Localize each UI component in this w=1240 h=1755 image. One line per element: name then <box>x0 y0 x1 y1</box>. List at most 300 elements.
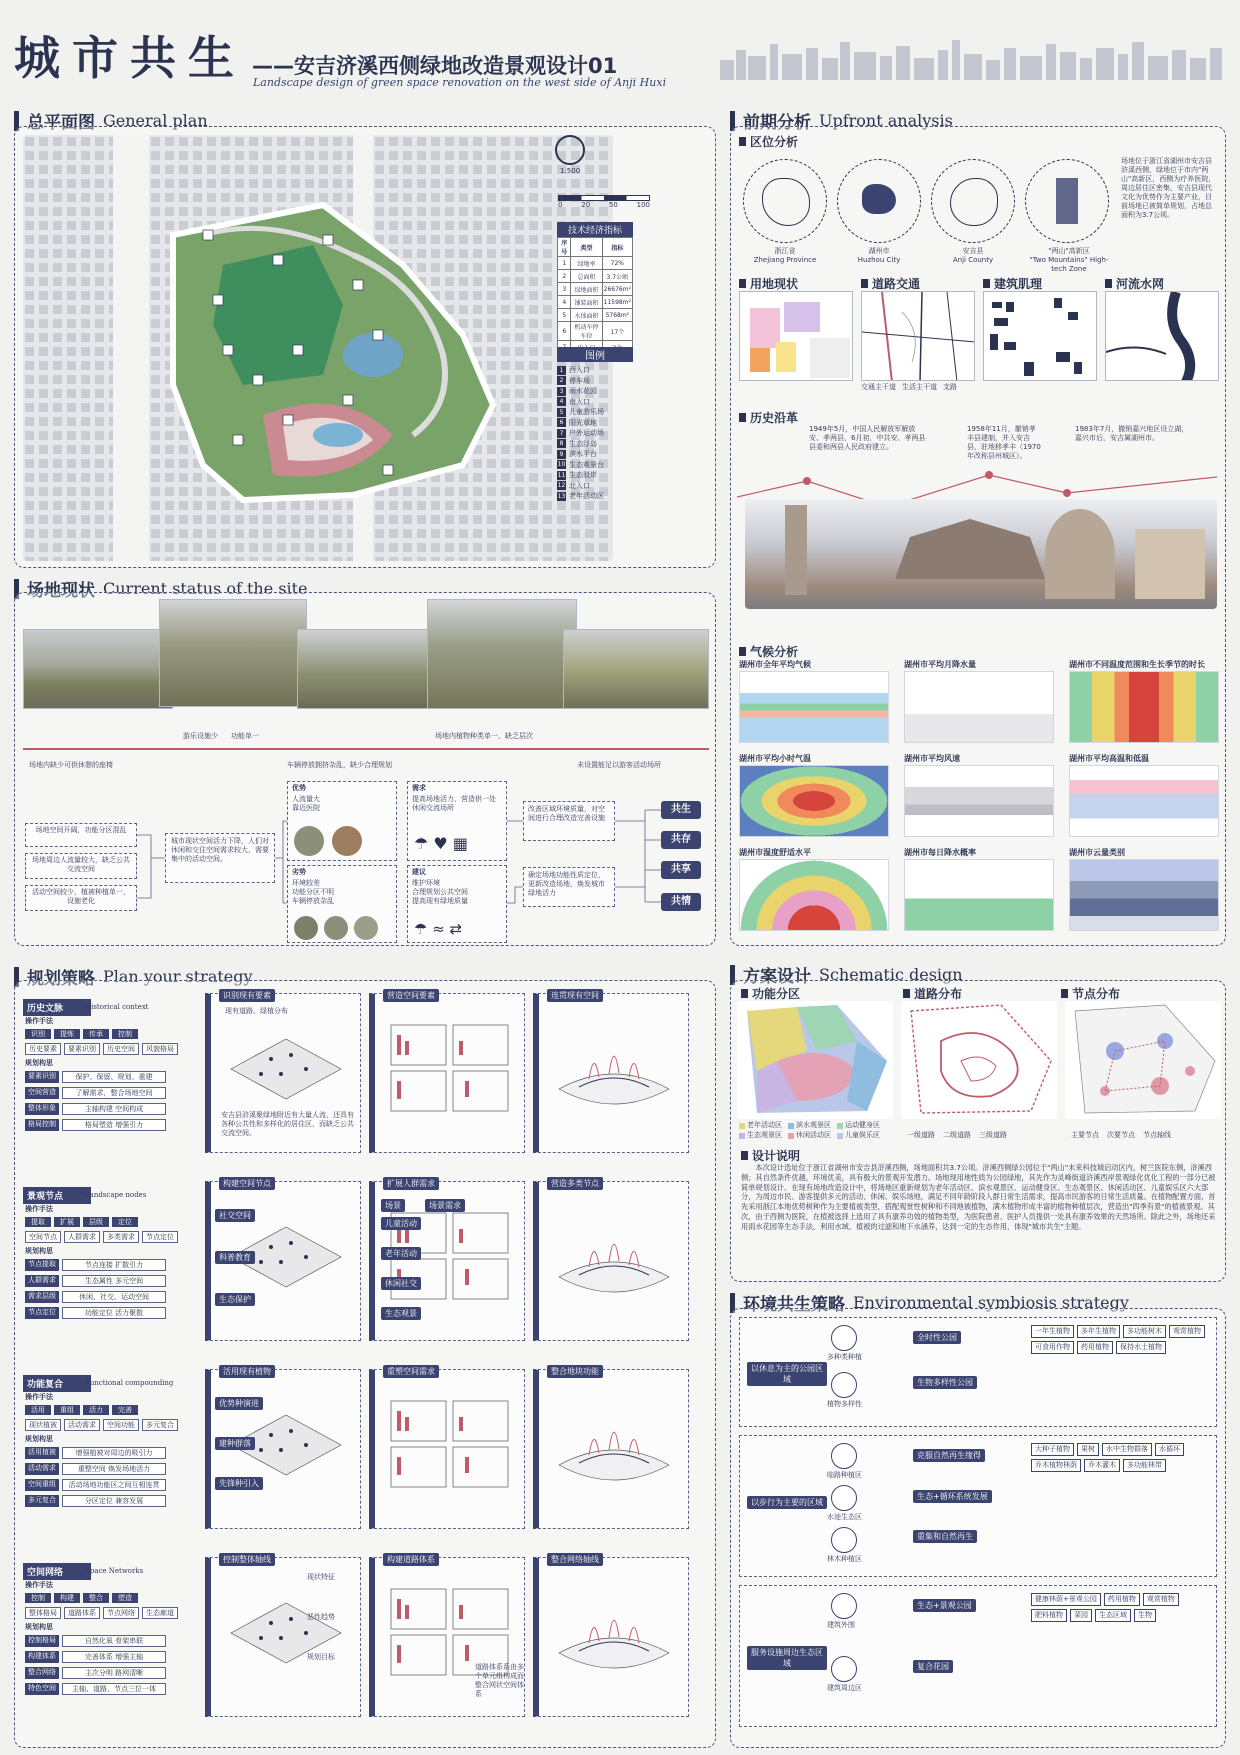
grid-diagram-graphic <box>385 1395 515 1495</box>
tech-table-grid <box>557 237 633 354</box>
tech-table <box>557 222 633 354</box>
title-main: 城市共生 <box>14 31 246 85</box>
location-title: 区位分析 <box>750 135 799 149</box>
func-legend-item <box>788 1131 831 1140</box>
location-en: Zhejiang Province <box>753 256 817 264</box>
env-result: 多功能林带 <box>1123 1459 1166 1472</box>
road-dist-heading <box>903 985 962 1002</box>
tech-table-row <box>558 270 633 283</box>
history-title: 历史沿革 <box>750 411 799 425</box>
general-plan-panel <box>14 126 716 568</box>
env-result: 大种子植物 <box>1031 1443 1074 1456</box>
planning-row <box>25 1683 166 1695</box>
building-map <box>983 291 1097 381</box>
strategy-method-tags <box>25 1593 138 1603</box>
func-legend-item <box>837 1131 880 1140</box>
env-result: 观赏植物 <box>1169 1325 1205 1338</box>
planning-value: 格局塑造 增强引力 <box>62 1119 166 1131</box>
env-result: 菜园 <box>1070 1609 1092 1622</box>
strategy-step-title: 整合地块功能 <box>547 1365 603 1378</box>
location-en: Huzhou City <box>857 256 901 264</box>
city-shape <box>862 184 896 214</box>
map-heading-roads <box>861 275 920 292</box>
legend-label: 老年活动区 <box>569 492 604 501</box>
net-label: 规划目标 <box>307 1653 335 1661</box>
strategy-step-title: 活用现有植物 <box>219 1365 275 1378</box>
scene-label: 儿童活动 <box>381 1217 421 1230</box>
scheme-title-en: Schematic design <box>819 965 963 984</box>
strategy-planning-title: 规划构思 <box>25 1059 53 1067</box>
env-item-icon <box>831 1372 857 1398</box>
location-maps <box>737 151 1117 273</box>
env-result: 保持水土植物 <box>1116 1341 1166 1354</box>
upfront-title-en: Upfront analysis <box>819 111 953 130</box>
general-plan-title-en: General plan <box>103 111 208 130</box>
method-tag: 控制 <box>25 1593 51 1603</box>
env-result: 生物 <box>1134 1609 1156 1622</box>
legend-row <box>557 439 635 450</box>
scheme-title: 方案设计 <box>743 967 811 987</box>
caption-3: 场地内植物种类单一，缺乏层次 <box>435 732 533 740</box>
legend-row <box>557 470 635 481</box>
env-item-label: 水池生态区 <box>827 1513 862 1521</box>
upfront-title: 前期分析 <box>743 113 811 133</box>
climate-charts <box>739 659 1219 941</box>
env-results <box>1031 1443 1211 1472</box>
func-legend <box>739 1121 899 1140</box>
planning-key: 格局控制 <box>25 1119 59 1131</box>
location-label-3 <box>1027 247 1111 274</box>
current-status-title-en: Current status of the site <box>103 579 308 598</box>
demand-icons: ☂ ♥ ▦ <box>414 834 468 853</box>
history-collage <box>745 499 1217 609</box>
legend-row <box>557 386 635 397</box>
landuse-block <box>784 302 820 332</box>
env-link: 生态+循环系统发展 <box>913 1490 992 1503</box>
planning-value: 主轴、道路、节点三位一体 <box>62 1683 166 1695</box>
legend-number: 5 <box>557 408 566 417</box>
strategy-title: 规划策略 <box>27 969 95 989</box>
tech-table-cell: 72% <box>602 257 632 270</box>
sub-heading-marker <box>1061 989 1068 998</box>
legend-number: 4 <box>557 397 566 406</box>
planning-value: 节点连接 扩散引力 <box>62 1259 166 1271</box>
design-desc-text: 本次设计选址位于浙江省湖州市安吉县浒溪西侧，场地面积共3.7公顷。浒溪西侧绿公园位于"两山"未来科技城启动区内，树兰医院东侧，浒溪西侧；其自然条件优越，环境优美，具有极大的景观开发潜力。场地现用地性质为公园绿地，其先作为灵峰街道浒溪西岸景观绿化优化工程的一部分已被简单规划设计。在现有场地改造设计中，将场地区重新规划为老年活动区、滨水观景区、运动健身区、生态观景区、休闲活动区、儿童娱乐区六大部分，为周边市民、游客提供多元的活动、休闲、娱乐场地，满足不同年龄阶段人群日常生活需求，提高市民游客的日常生活质量。在植物配置方面，首先采用浙江本地优势树种作为主要植被类型，搭配观赏性树种和不同地被植物，满木植物形成丰富的植物种植层次，营造出"四季有景"的植被景观。其次，由于西侧为医院，在植被选择上选用了具有康养功效的植物类型，为医院患者、医护人员提供一处具有康养效果的天然场所。除此之外，场地还采用雨水花园等生态手法，利用水域、植被的过滤和地下水涵养，达到一定的生态作用，体现"城市共生"主题。 <box>741 1163 1216 1231</box>
env-result: 乔木灌木 <box>1084 1459 1120 1472</box>
legend-row <box>557 428 635 439</box>
legend-row <box>557 491 635 502</box>
axo-diagram-graphic <box>549 1207 679 1307</box>
strategy-block-label-en: Functional compounding <box>85 1379 174 1387</box>
func-legend-swatch <box>788 1133 794 1139</box>
func-legend-swatch <box>837 1123 843 1129</box>
sub-heading-marker <box>861 279 868 288</box>
env-group-label: 以步行为主要的区域 <box>747 1496 827 1509</box>
func-label: 建种群落 <box>215 1437 255 1450</box>
sub-heading-marker <box>739 647 746 656</box>
road-dist-legend-item: 一级道路 <box>907 1131 935 1139</box>
legend-label: 南入口 <box>569 397 590 406</box>
planning-row <box>25 1087 166 1099</box>
env-item-icon <box>831 1656 857 1682</box>
env-item-label: 林木种植区 <box>827 1555 862 1563</box>
history-text-1: 1949年5月，中国人民解放军解放安、孝两县，6月初，中共安、孝两县县委和两县人民政府建立。 <box>809 425 926 451</box>
caption-1: 游乐设施少 <box>183 732 218 740</box>
planning-value: 休闲、社交、运动空间 <box>62 1291 166 1303</box>
legend-label: 生态驳岸 <box>569 471 597 480</box>
planning-key: 活动需求 <box>25 1463 59 1475</box>
climate-chart <box>904 671 1054 743</box>
tech-table-row <box>558 257 633 270</box>
net-label: 恶性趋势 <box>307 1613 335 1621</box>
planning-row <box>25 1479 166 1491</box>
func-legend-label: 儿童娱乐区 <box>845 1131 880 1139</box>
method-tag: 重组 <box>54 1405 80 1415</box>
axo-diagram-graphic <box>549 1019 679 1119</box>
method-tag: 定位 <box>112 1217 138 1227</box>
climate-heading <box>739 643 798 660</box>
demand-title: 需求 <box>412 784 426 792</box>
tech-table-header-cell: 序号 <box>558 238 571 257</box>
legend-row <box>557 418 635 429</box>
legend-number: 1 <box>557 366 566 375</box>
strategy-method-tags <box>25 1217 138 1227</box>
method-tag: 提炼 <box>54 1029 80 1039</box>
analysis-maps <box>737 275 1221 395</box>
climate-chart <box>1069 859 1219 931</box>
strategy-method-title: 操作手法 <box>25 1205 53 1213</box>
scale-bar <box>558 195 650 210</box>
planning-row <box>25 1103 166 1115</box>
sub-heading-marker <box>739 279 746 288</box>
map-heading-landuse <box>739 275 798 292</box>
scale-tick: 0 <box>558 201 563 209</box>
climate-chart-title: 湖州市每日降水概率 <box>904 848 976 857</box>
road-dist-legend-item: 二级道路 <box>943 1131 971 1139</box>
strategy-method-title: 操作手法 <box>25 1581 53 1589</box>
disadvantage-text: 环境较差 功能分区不明 车辆停放杂乱 <box>292 879 334 905</box>
func-legend-swatch <box>837 1133 843 1139</box>
node-dist-legend-item: 主要节点 <box>1071 1131 1099 1139</box>
env-item-label: 临路种植区 <box>827 1471 862 1479</box>
planning-value: 分区定位 兼容发展 <box>62 1495 166 1507</box>
tech-table-cell: 17个 <box>602 322 632 341</box>
env-link: 生物多样性公园 <box>913 1376 977 1389</box>
caption-5: 车辆停放拥挤杂乱，缺少合理规划 <box>287 761 392 769</box>
planning-row <box>25 1119 166 1131</box>
strategy-step-diagram <box>221 1019 351 1119</box>
strategy-step-title: 营造空间要素 <box>383 989 439 1002</box>
scheme-panel <box>730 980 1226 1282</box>
planning-key: 特色空间 <box>25 1683 59 1695</box>
suggestion-icons: ☂ ≈ ⇄ <box>414 920 463 938</box>
header <box>0 0 1240 100</box>
tech-table-cell: 5768m² <box>602 309 632 322</box>
caption-6: 未设置能足以游客活动场所 <box>577 761 661 769</box>
arch-building <box>1045 509 1115 599</box>
planning-value: 保护、保留、规划、重建 <box>62 1071 166 1083</box>
right-note-1-text: 改善区域环境质量，对空间进行合理改造完善设施 <box>528 805 605 822</box>
planning-row <box>25 1071 166 1083</box>
strategy-block-label: 空间网络 <box>23 1563 91 1580</box>
strategy-method-tags <box>25 1405 138 1415</box>
method-cell: 活动需求 <box>64 1419 100 1431</box>
method-cell: 生态廊道 <box>142 1607 178 1619</box>
func-legend-swatch <box>788 1123 794 1129</box>
method-tag: 扩展 <box>54 1217 80 1227</box>
upfront-panel <box>730 126 1226 946</box>
planning-key: 人群需求 <box>25 1275 59 1287</box>
legend-label: 儿童游乐场 <box>569 408 604 417</box>
legend-row <box>557 365 635 376</box>
strategy-step-diagram <box>385 1019 515 1119</box>
method-cell: 整体格局 <box>25 1607 61 1619</box>
zone-shape <box>1056 178 1078 224</box>
env-result: 健康林荫+景观公园 <box>1031 1593 1101 1606</box>
func-legend-item <box>837 1121 880 1130</box>
method-cell: 节点定位 <box>142 1231 178 1243</box>
location-cn: 湖州市 <box>868 247 890 255</box>
strategy-block-label-en: Landscape nodes <box>85 1191 147 1199</box>
climate-chart-title: 湖州市平均小时气温 <box>739 754 811 763</box>
legend-number: 3 <box>557 387 566 396</box>
method-tag: 识别 <box>25 1029 51 1039</box>
func-legend-swatch <box>739 1123 745 1129</box>
demand-text: 提高场地活力，营造供一处休闲交流场所 <box>412 795 496 812</box>
tech-table-cell: 2 <box>558 270 571 283</box>
climate-chart-title: 湖州市平均风速 <box>904 754 960 763</box>
env-result: 水中生物群落 <box>1102 1443 1152 1456</box>
func-label: 优势种演进 <box>215 1397 263 1410</box>
env-link: 克服自然再生缘得 <box>913 1449 985 1462</box>
planning-value: 功能定位 活力聚散 <box>62 1307 166 1319</box>
method-cell: 要素识别 <box>64 1043 100 1055</box>
strategy-step-diagram <box>549 1019 679 1119</box>
tech-table-cell: 3 <box>558 283 571 296</box>
climate-chart-title: 湖州市云量类别 <box>1069 848 1125 857</box>
road-dist-map <box>901 1001 1057 1119</box>
climate-chart <box>739 671 889 743</box>
strategy-step-diagram <box>221 1583 351 1683</box>
tech-table-row <box>558 296 633 309</box>
strategy-method-row <box>25 1607 178 1619</box>
road-dist-graphic <box>901 1001 1057 1119</box>
title-en: Landscape design of green space renovation on the west side of Anji Huxi <box>253 76 667 89</box>
tech-table-cell: 铺装面积 <box>571 296 602 309</box>
road-legend-item: 支路 <box>943 383 957 391</box>
method-tag: 整合 <box>83 1593 109 1603</box>
river-map <box>1105 291 1219 381</box>
scale-label: 1:500 <box>560 167 581 175</box>
env-item-label: 建筑周边区 <box>827 1684 862 1692</box>
history-text-3: 1983年7月，撤销嘉兴地区设立湖，嘉兴市后，安吉属湖州市。 <box>1075 425 1189 442</box>
caption-4: 场地内缺少可供休憩的座椅 <box>29 761 113 769</box>
env-title: 环境共生策略 <box>743 1295 845 1315</box>
func-legend-item <box>739 1131 782 1140</box>
scale-tick: 20 <box>581 201 591 209</box>
location-circle-city <box>837 159 921 243</box>
func-legend-label: 老年活动区 <box>747 1121 782 1129</box>
legend-row <box>557 376 635 387</box>
method-tag: 传承 <box>83 1029 109 1039</box>
planning-key: 要素识别 <box>25 1071 59 1083</box>
planning-value: 了解需求，整合场地空间 <box>62 1087 166 1099</box>
env-result: 药用植物 <box>1104 1593 1140 1606</box>
suggestion-text: 维护环境 合理规划公共空间 提高现有绿地质量 <box>412 879 468 905</box>
tech-table-row <box>558 322 633 341</box>
method-tag: 构建 <box>54 1593 80 1603</box>
method-tag: 层级 <box>83 1217 109 1227</box>
method-cell: 空间功能 <box>103 1419 139 1431</box>
env-item-icon <box>831 1593 857 1619</box>
strategy-step-title: 构建道路体系 <box>383 1553 439 1566</box>
map-heading-buildings <box>983 275 1042 292</box>
legend-row <box>557 460 635 471</box>
outcome-share: 共享 <box>661 861 701 879</box>
func-legend-label: 生态观景区 <box>747 1131 782 1139</box>
skyline <box>720 38 1230 80</box>
north-arrow-icon <box>555 135 585 165</box>
env-panel <box>730 1308 1226 1748</box>
tech-table-cell: 水体面积 <box>571 309 602 322</box>
node-dist-graphic <box>1065 1001 1221 1119</box>
climate-chart <box>904 859 1054 931</box>
env-item-label: 多种类种植 <box>827 1353 862 1361</box>
env-link: 重集和自然再生 <box>913 1530 977 1543</box>
planning-key: 多元复合 <box>25 1495 59 1507</box>
tech-table-row <box>558 309 633 322</box>
grid-diagram-graphic <box>385 1019 515 1119</box>
tech-table-row <box>558 283 633 296</box>
env-result: 生态区域 <box>1095 1609 1131 1622</box>
strategy-block-label-en: Space Networks <box>85 1567 144 1575</box>
env-result: 一年生植物 <box>1031 1325 1074 1338</box>
strategy-method-tags <box>25 1029 138 1039</box>
strategy-planning-title: 规划构思 <box>25 1247 53 1255</box>
climate-chart-title: 湖州市湿度舒适水平 <box>739 848 811 857</box>
road-map-graphic <box>862 292 975 381</box>
strategy-block-label: 景观节点 <box>23 1187 91 1204</box>
climate-chart-title: 湖州市全年平均气候 <box>739 660 811 669</box>
planning-key: 空间营造 <box>25 1087 59 1099</box>
planning-key: 节点定位 <box>25 1307 59 1319</box>
node-dist-legend-item: 次要节点 <box>1107 1131 1135 1139</box>
method-tag: 完善 <box>112 1405 138 1415</box>
legend-label: 停车场 <box>569 376 590 385</box>
plan-legend <box>557 365 635 502</box>
location-circle-zone <box>1025 159 1109 243</box>
planning-key: 控制格局 <box>25 1635 59 1647</box>
climate-chart <box>1069 765 1219 837</box>
design-desc-title: 设计说明 <box>752 1149 801 1163</box>
legend-number: 8 <box>557 439 566 448</box>
location-cn: 安吉县 <box>962 247 984 255</box>
tech-table-title: 技术经济指标 <box>557 222 633 237</box>
scheme-map-title: 功能分区 <box>752 987 801 1001</box>
scene-label: 生态观景 <box>381 1307 421 1320</box>
planning-value: 完善体系 增强主轴 <box>62 1651 166 1663</box>
legend-number: 11 <box>557 471 566 479</box>
strategy-step-diagram <box>549 1207 679 1307</box>
func-legend-label: 休闲活动区 <box>796 1131 831 1139</box>
planning-value: 主次分明 路网清晰 <box>62 1667 166 1679</box>
pagoda <box>785 505 807 595</box>
legend-row <box>557 449 635 460</box>
iso-plan-graphic <box>221 1019 351 1119</box>
tech-table-header <box>558 238 633 257</box>
legend-number: 10 <box>557 461 566 469</box>
road-note: 道路体系系由多个单元组构成而整合网状空间体系 <box>475 1663 524 1698</box>
strategy-block-label: 历史文脉 <box>23 999 91 1016</box>
node-dist-legend-item: 节点轴线 <box>1143 1131 1171 1139</box>
planning-row <box>25 1307 166 1319</box>
method-tag: 活用 <box>25 1405 51 1415</box>
method-cell: 现状植被 <box>25 1419 61 1431</box>
strategy-step-title: 控制整体轴线 <box>219 1553 275 1566</box>
plan-map <box>23 135 613 561</box>
env-item-label: 植物多样性 <box>827 1400 862 1408</box>
county-shape <box>950 178 998 226</box>
climate-chart <box>739 859 889 931</box>
planning-value: 活动场地功能区之间互相连贯 <box>62 1479 166 1491</box>
planning-key: 活用植被 <box>25 1447 59 1459</box>
legend-row <box>557 407 635 418</box>
location-cn: 浙江省 <box>774 247 796 255</box>
planning-row <box>25 1447 166 1459</box>
road-dist-legend-item: 三级道路 <box>979 1131 1007 1139</box>
scene-header: 场景需求 <box>425 1199 465 1212</box>
caption-2: 功能单一 <box>231 732 259 740</box>
road-legend-item: 生活主干道 <box>902 383 937 391</box>
planning-row <box>25 1259 166 1271</box>
env-title-en: Environmental symbiosis strategy <box>853 1293 1129 1312</box>
location-circle-province <box>743 159 827 243</box>
outcome-coexist: 共存 <box>661 831 701 849</box>
planning-row <box>25 1291 166 1303</box>
env-result: 观赏植物 <box>1143 1593 1179 1606</box>
env-result: 药用植物 <box>1077 1341 1113 1354</box>
road-legend-item: 交通主干道 <box>861 383 896 391</box>
axo-diagram-graphic <box>549 1583 679 1683</box>
left-note-1-text: 场地空间开阔，功能分区混乱 <box>35 826 127 834</box>
planning-row <box>25 1463 166 1475</box>
scale-tick: 100 <box>636 201 650 209</box>
climate-chart-title: 湖州市平均高温和低温 <box>1069 754 1149 763</box>
planning-row <box>25 1275 166 1287</box>
planning-row <box>25 1651 166 1663</box>
env-result: 果树 <box>1077 1443 1099 1456</box>
location-label-1 <box>839 247 919 265</box>
tech-table-cell: 3.7公顷 <box>602 270 632 283</box>
legend-row <box>557 481 635 492</box>
env-group-label: 服务设施周边生态区域 <box>747 1646 827 1670</box>
planning-key: 需求层级 <box>25 1291 59 1303</box>
strategy-step-diagram <box>385 1395 515 1495</box>
env-result: 多功能树木 <box>1123 1325 1166 1338</box>
map-title: 道路交通 <box>872 277 921 291</box>
strategy-method-row <box>25 1043 178 1055</box>
env-result: 可食用作物 <box>1031 1341 1074 1354</box>
tech-table-cell: 4 <box>558 296 571 309</box>
iso-plan-graphic <box>221 1583 351 1683</box>
map-title: 建筑肌理 <box>994 277 1043 291</box>
sub-heading-marker <box>983 279 990 288</box>
method-cell: 风貌格局 <box>142 1043 178 1055</box>
location-label-0 <box>745 247 825 265</box>
scheme-map-title: 道路分布 <box>914 987 963 1001</box>
env-item-icon <box>831 1527 857 1553</box>
scale-ticks <box>558 201 650 210</box>
